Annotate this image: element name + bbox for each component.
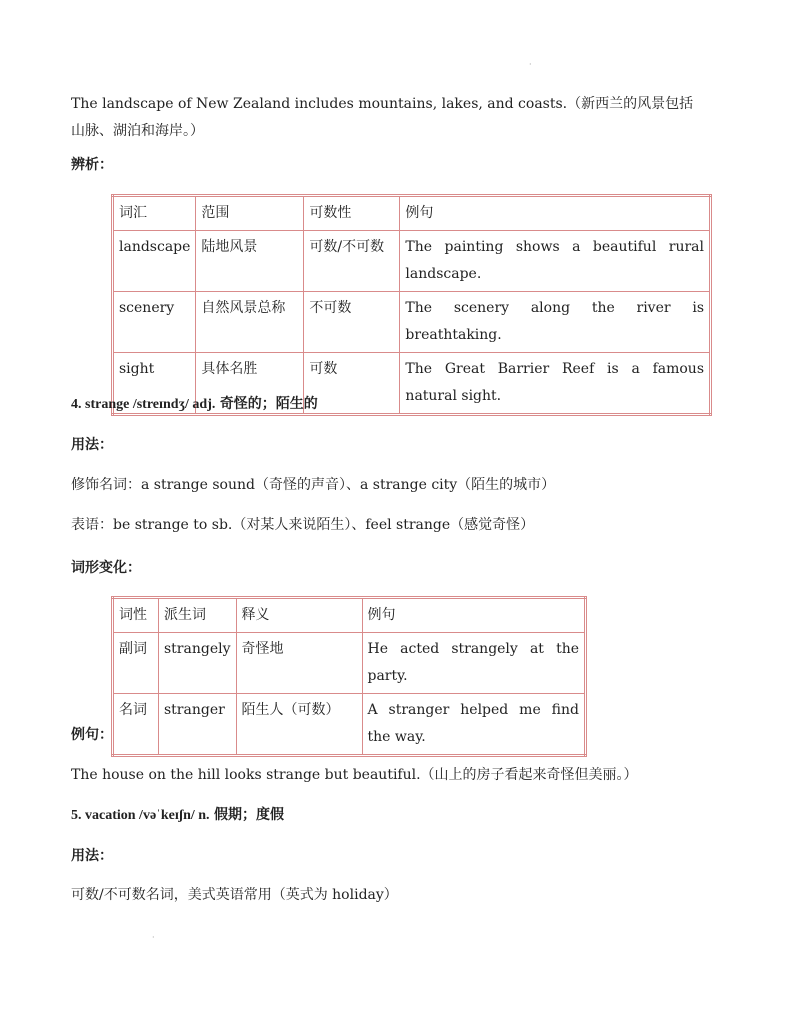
table-cell: 奇怪地 bbox=[236, 633, 362, 694]
word5-heading-en: 5. vacation /vəˈkeɪʃn/ n. bbox=[71, 808, 210, 823]
intro-example-line2: 山脉、湖泊和海岸。） bbox=[71, 123, 204, 139]
table-header-cell: 范围 bbox=[196, 196, 304, 231]
table-cell: 具体名胜 bbox=[196, 353, 304, 415]
word5-usage-label: 用法： bbox=[71, 848, 113, 864]
scan-dot-bottom: · bbox=[152, 933, 155, 942]
table-cell: 可数/不可数 bbox=[304, 231, 400, 292]
table-cell: 自然风景总称 bbox=[196, 292, 304, 353]
table-header-cell: 词性 bbox=[113, 598, 159, 633]
table-header-cell: 派生词 bbox=[159, 598, 237, 633]
table-cell: 陌生人（可数） bbox=[236, 694, 362, 756]
table-header-row bbox=[113, 598, 586, 633]
word4-example-label: 例句： bbox=[71, 727, 113, 743]
table-cell: A stranger helped me find the way. bbox=[362, 694, 586, 756]
table-cell: 副词 bbox=[113, 633, 159, 694]
analysis-label: 辨析： bbox=[71, 157, 113, 173]
word-forms-table bbox=[111, 596, 587, 757]
table-cell: He acted strangely at the party. bbox=[362, 633, 586, 694]
table-header-cell: 例句 bbox=[362, 598, 586, 633]
table-cell: 不可数 bbox=[304, 292, 400, 353]
word4-heading-en: 4. strange /streɪndʒ/ adj. bbox=[71, 397, 216, 412]
table-cell: landscape bbox=[113, 231, 196, 292]
table-header-cell: 例句 bbox=[400, 196, 711, 231]
comparison-table bbox=[111, 194, 712, 416]
word5-heading bbox=[71, 802, 284, 829]
table-cell: The scenery along the river is breathtaking. bbox=[400, 292, 711, 353]
table-header-row bbox=[113, 196, 711, 231]
table-cell: scenery bbox=[113, 292, 196, 353]
table-cell: The painting shows a beautiful rural landscape. bbox=[400, 231, 711, 292]
table-header-cell: 释义 bbox=[236, 598, 362, 633]
table-cell: The Great Barrier Reef is a famous natural sight. bbox=[400, 353, 711, 415]
table-cell: strangely bbox=[159, 633, 237, 694]
intro-example-line1: The landscape of New Zealand includes mountains, lakes, and coasts.（新西兰的风景包括 bbox=[71, 96, 694, 112]
table-cell: 可数 bbox=[304, 353, 400, 415]
table-cell: sight bbox=[113, 353, 196, 415]
word4-usage-line2: 表语：be strange to sb.（对某人来说陌生）、feel strange（感觉奇怪） bbox=[71, 517, 535, 533]
table-cell: stranger bbox=[159, 694, 237, 756]
table-row bbox=[113, 231, 711, 292]
word4-forms-label: 词形变化： bbox=[71, 560, 141, 576]
word5-heading-zh: 假期；度假 bbox=[214, 807, 284, 823]
table-row bbox=[113, 694, 586, 756]
table-row bbox=[113, 292, 711, 353]
word4-usage-label: 用法： bbox=[71, 437, 113, 453]
table-cell: 陆地风景 bbox=[196, 231, 304, 292]
table-row bbox=[113, 633, 586, 694]
word5-usage-line1: 可数/不可数名词，美式英语常用（英式为 holiday） bbox=[71, 887, 398, 903]
word4-heading-zh: 奇怪的；陌生的 bbox=[219, 396, 318, 412]
table-header-cell: 词汇 bbox=[113, 196, 196, 231]
word4-example: The house on the hill looks strange but beautiful.（山上的房子看起来奇怪但美丽。） bbox=[71, 767, 638, 783]
table-header-cell: 可数性 bbox=[304, 196, 400, 231]
table-cell: 名词 bbox=[113, 694, 159, 756]
word4-heading bbox=[71, 391, 318, 418]
word4-usage-line1: 修饰名词：a strange sound（奇怪的声音）、a strange city（陌生的城市） bbox=[71, 477, 556, 493]
scan-dot-top: · bbox=[529, 60, 532, 69]
